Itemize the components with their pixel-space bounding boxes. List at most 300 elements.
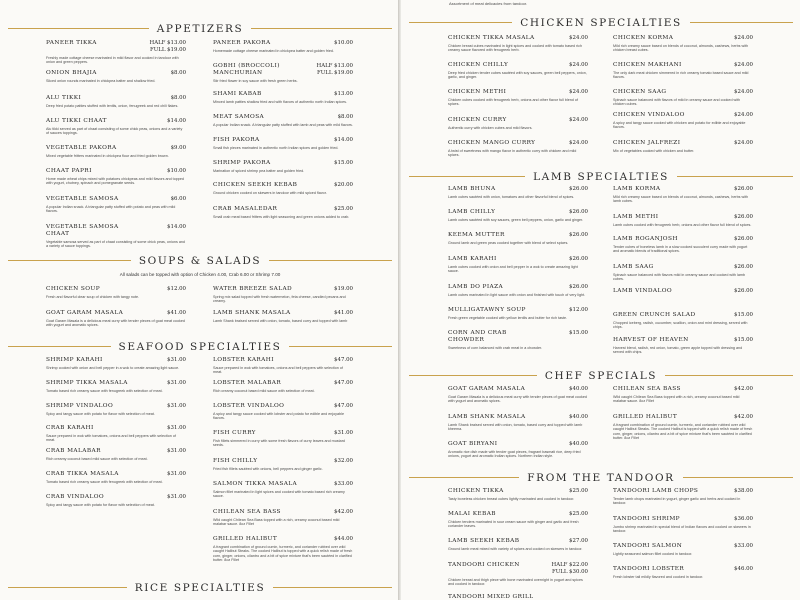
menu-item-price: $26.00 [569, 256, 588, 262]
menu-item-name: CHICKEN JALFREZI [613, 140, 681, 146]
menu-item-name: CHICKEN MANGO CURRY [448, 140, 536, 146]
menu-item-price: $24.00 [734, 140, 753, 146]
menu-item-price: $24.00 [569, 62, 588, 68]
menu-item-description: Spicy and tangy sauce with potato for flavor with selection of meat. [46, 502, 155, 507]
menu-item-row [448, 511, 588, 518]
menu-item-description: A fragrant combination of ground cumin, turmeric, and coriander rubbed over wild caught Halibut Steaks. The cooked Halibut is topped with a quick relish made of fresh corn, ginger, onions, cilantro and a bit of spice mixture that's been sautéed in clarified butter. 8oz Fillet [613, 422, 753, 441]
menu-item-tandoori-salmon [613, 543, 753, 556]
appetizers-header: APPETIZERS [0, 22, 400, 36]
menu-item-name: LAMB DO PIAZA [448, 284, 504, 290]
menu-item-description: Homemade cottage cheese marinated in chickpea batter and golden fried. [213, 48, 334, 53]
menu-item-alu-tikki [46, 95, 186, 108]
menu-item-description: Spring mix salad topped with fresh watermelon, feta cheese, candied pecans and creamy. [213, 294, 346, 304]
menu-item-row [448, 117, 588, 124]
menu-item-description: Goat Garam Masala is a delicious meat curry with tender pieces of goat meat cooked with yogurt and aromatic spices. [46, 318, 185, 328]
menu-item-price: $19.00 [334, 286, 353, 292]
menu-item-row [213, 481, 353, 488]
menu-item-price: $24.00 [734, 112, 753, 118]
menu-item-row [213, 137, 353, 144]
menu-item-row [213, 380, 353, 387]
menu-item-price: $24.00 [569, 35, 588, 41]
chef-header: CHEF SPECIALS [401, 369, 800, 383]
menu-item-price: $38.00 [734, 488, 753, 494]
menu-item-name: LAMB CHILLY [448, 209, 496, 215]
menu-item-name: CHICKEN TIKKA MASALA [448, 35, 535, 41]
menu-item-description: Chopped iceberg, radish, cucumber, scallion, onion and mint dressing, served with chips. [613, 320, 748, 330]
menu-item-price: $10.00 [167, 168, 186, 174]
menu-item-price: $40.00 [569, 386, 588, 392]
menu-item-name: CHICKEN SOUP [46, 286, 101, 292]
menu-item-row [613, 566, 753, 573]
menu-item-row [448, 594, 588, 600]
menu-item-crab-masaledar [213, 206, 353, 219]
menu-item-row [448, 538, 588, 545]
menu-item-description: Mix of vegetables cooked with chicken and butter. [613, 148, 695, 153]
menu-item-description: Shrimp cooked with onion and bell pepper in a wok to create amazing light sauce. [46, 365, 180, 370]
menu-item-price: $24.00 [734, 89, 753, 95]
menu-item-price: $47.00 [334, 357, 353, 363]
menu-item-row [448, 562, 588, 576]
menu-item-goat-biryani [448, 441, 588, 459]
menu-item-price: $12.00 [569, 307, 588, 313]
menu-item-row [448, 232, 588, 239]
menu-item-description: Tomato based rich creamy sauce with fenugreek with selection of meat. [46, 388, 163, 393]
menu-item-row [613, 236, 753, 243]
menu-item-tandoori-mixed-grill [448, 594, 588, 600]
menu-item-price: $31.00 [334, 430, 353, 436]
menu-item-description: Aromatic rice dish made with tender goat pieces, fragrant basmati rice, deep fried onions, yogurt and aromatic Indian spices. Northern Indian style. [448, 449, 581, 459]
menu-item-name: LAMB METHI [613, 214, 659, 220]
menu-item-description: Salmon fillet marinated in light spices and cooked with tomato based rich creamy sauce. [213, 489, 345, 499]
menu-item-chicken-jalfrezi [613, 140, 753, 153]
menu-item-row [46, 145, 186, 152]
menu-item-name: CRAB TIKKA MASALA [46, 471, 119, 477]
menu-item-name: FISH CHILLY [213, 458, 258, 464]
menu-item-description: Minced lamb patties shallow fried and with flavors of authentic north Indian spices. [213, 99, 348, 104]
menu-item-row [613, 488, 753, 495]
rice-header: RICE SPECIALTIES [0, 581, 400, 595]
menu-item-grilled-halibut [213, 536, 353, 563]
menu-item-price: $41.00 [334, 310, 353, 316]
menu-item-price: $8.00 [170, 95, 186, 101]
menu-item-goat-garam-masala [46, 310, 186, 328]
menu-item-description: Rich creamy coconut based mild sauce with selection of meat. [46, 456, 148, 461]
menu-item-description: Lamb cubes sautéed with onion, tomatoes and other flavorful blend of spices. [448, 194, 575, 199]
menu-item-price: $31.00 [167, 448, 186, 454]
menu-item-name: CHICKEN METHI [448, 89, 507, 95]
menu-item-name: ALU TIKKI [46, 95, 82, 101]
menu-item-shrimp-tikka-masala [46, 380, 186, 393]
menu-item-description: Sauce prepared in wok with tomatoes, onions and bell peppers with selection of meat. [213, 365, 343, 375]
menu-item-chicken-chilly [448, 62, 588, 80]
soups-note: All salads can be topped with option of Chicken 4.00, Crab 6.00 or Shrimp 7.00 [119, 272, 281, 277]
menu-item-price: $40.00 [569, 414, 588, 420]
menu-item-name: SHRIMP VINDALOO [46, 403, 114, 409]
lamb-header: LAMB SPECIALTIES [401, 170, 800, 184]
menu-item-lamb-vindaloo [613, 288, 753, 295]
menu-item-price: $13.00 [334, 91, 353, 97]
menu-item-row [613, 543, 753, 550]
menu-item-lamb-shank-masala [448, 414, 588, 432]
menu-item-row [213, 357, 353, 364]
menu-item-description: Jumbo shrimp marinated in special blend of Indian flavors and cooked on skewers in tandoor. [613, 524, 751, 534]
menu-item-row [448, 89, 588, 96]
menu-item-description: Chicken breast cubes marinated in light spices and cooked with tomato based rich creamy sauce flavored with fenugreek herb. [448, 43, 583, 53]
menu-item-price: $24.00 [569, 117, 588, 123]
menu-item-row [46, 95, 186, 102]
menu-item-shrimp-karahi [46, 357, 186, 370]
menu-item-description: A fragrant combination of ground cumin, turmeric, and coriander rubbed over wild caught Halibut Steaks. The cooked Halibut is topped with a quick relish made of fresh corn, ginger, onions, cilantro and a bit of spice mixture that's been sautéed in clarified butter. 8oz Fillet [213, 544, 353, 563]
menu-item-description: Fresh green vegetable cooked with yellow lentils and butter for rich taste. [448, 315, 568, 320]
menu-item-description: Alu tikki served as part of chaat consisting of some chick peas, onions and a variety of sauces toppings. [46, 126, 183, 136]
menu-item-malai-kebab [448, 511, 588, 529]
menu-item-price: $31.00 [167, 403, 186, 409]
menu-item-row [448, 35, 588, 42]
menu-item-row [448, 488, 588, 495]
menu-item-description: Fish fillets simmered in curry with some fresh flavors of curry leaves and mustard seeds. [213, 438, 345, 448]
menu-item-description: Mild rich creamy sauce based on blends of coconut, almonds, cashews, herbs with lamb cubes. [613, 194, 749, 204]
menu-item-row [213, 114, 353, 121]
menu-item-name: CRAB MASALEDAR [213, 206, 278, 212]
menu-item-row [213, 160, 353, 167]
menu-item-price: $44.00 [334, 536, 353, 542]
menu-item-name: MEAT SAMOSA [213, 114, 265, 120]
menu-item-name: TANDOORI MIXED GRILL [448, 594, 534, 600]
menu-item-name: GOBHI (BROCCOLI) MANCHURIAN [213, 63, 280, 76]
menu-item-name: LAMB SHANK MASALA [448, 414, 526, 420]
menu-item-name: VEGETABLE SAMOSA CHAAT [46, 224, 119, 237]
menu-item-description: Wild caught Chilean Sea Bass topped with a rich, creamy coconut based mild malabar sauce. 8oz Fillet [213, 517, 340, 527]
menu-item-description: Tender lamb chops marinated in yogurt, ginger garlic and herbs and cooked in tandoor. [613, 496, 741, 506]
menu-item-description: A popular Indian snack. A triangular patty stuffed with lamb and peas with mild flavors. [213, 122, 353, 127]
menu-item-name: CHILEAN SEA BASS [213, 509, 281, 515]
menu-item-name: GOAT GARAM MASALA [46, 310, 124, 316]
menu-item-name: GRILLED HALIBUT [613, 414, 678, 420]
menu-item-name: LAMB SEEKH KEBAB [448, 538, 520, 544]
menu-item-price: $25.00 [569, 488, 588, 494]
menu-item-description: Chicken cubes cooked with fenugreek herb, onions and other flavor full blend of spices. [448, 97, 578, 107]
menu-item-chicken-soup [46, 286, 186, 299]
menu-item-name: CHILEAN SEA BASS [613, 386, 681, 392]
soups-header: SOUPS & SALADS [0, 254, 400, 268]
menu-item-tandoori-shrimp [613, 516, 753, 534]
menu-item-description: Lamb cubes cooked with onion and bell pepper in a wok to create amazing light sauce. [448, 264, 578, 274]
menu-item-price: $42.00 [334, 509, 353, 515]
menu-item-name: ALU TIKKI CHAAT [46, 118, 107, 124]
menu-item-price: $26.00 [569, 232, 588, 238]
menu-item-name: CRAB KARAHI [46, 425, 94, 431]
menu-item-name: SHRIMP PAKORA [213, 160, 271, 166]
menu-item-name: LAMB BHUNA [448, 186, 496, 192]
menu-item-name: LAMB KORMA [613, 186, 661, 192]
menu-item-shami-kabab [213, 91, 353, 104]
menu-item-row [46, 471, 186, 478]
menu-item-row [613, 264, 753, 271]
menu-item-goat-garam-masala [448, 386, 588, 404]
menu-item-description: The only dark meat chicken simmered in rich creamy tomato based sauce and mild flavors. [613, 70, 749, 80]
menu-item-tandoori-chicken [448, 562, 588, 587]
menu-item-row [613, 337, 753, 344]
menu-item-row [46, 196, 186, 203]
menu-item-crab-vindaloo [46, 494, 186, 507]
menu-item-chicken-tikka [448, 488, 588, 501]
menu-item-description: Small fish pieces marinated in authentic north Indian spices and golden fried. [213, 145, 339, 150]
menu-item-name: SHAMI KABAB [213, 91, 262, 97]
menu-item-description: Small crab meat based fritters with light seasoning and green onions added to crab. [213, 214, 350, 219]
menu-item-description: Mild rich creamy sauce based on blends of coconut, almonds, cashews, herbs with chicken breast cubes. [613, 43, 749, 53]
menu-item-name: CHICKEN VINDALOO [613, 112, 685, 118]
menu-item-price: $14.00 [334, 137, 353, 143]
menu-item-price: $15.00 [734, 312, 753, 318]
menu-item-row [613, 214, 753, 221]
menu-item-lamb-saag [613, 264, 753, 282]
menu-item-name: CHICKEN KORMA [613, 35, 674, 41]
menu-item-row [613, 89, 753, 96]
menu-item-lamb-seekh-kebab [448, 538, 588, 551]
menu-item-price: HALF $13.00 FULL $19.00 [316, 63, 353, 76]
menu-item-name: SHRIMP TIKKA MASALA [46, 380, 128, 386]
menu-item-onion-bhajia [46, 70, 186, 83]
menu-item-row [213, 91, 353, 98]
menu-item-name: VEGETABLE SAMOSA [46, 196, 119, 202]
menu-item-description: Chicken breast and thigh piece with bone marinated overnight in yogurt and spices and cooked in tandoor. [448, 577, 583, 587]
menu-item-chicken-saag [613, 89, 753, 107]
menu-item-name: VEGETABLE PAKORA [46, 145, 117, 151]
menu-item-description: Sliced onion rounds marinated in chickpea batter and shallow fried. [46, 78, 156, 83]
menu-item-lobster-malabar [213, 380, 353, 393]
menu-item-row [448, 62, 588, 69]
menu-item-description: Freshly made cottage cheese marinated in mild flavor and cooked in tandoor with onion and green peppers. [46, 55, 179, 65]
menu-item-alu-tikki-chaat [46, 118, 186, 136]
menu-item-description: Deep fried chicken tender cubes sautéed with soy sauces, green bell peppers, onion, garlic, and ginger. [448, 70, 587, 80]
menu-item-row [448, 330, 588, 344]
menu-item-name: LAMB KARAHI [448, 256, 497, 262]
menu-item-vegetable-samosa-chaat [46, 224, 186, 249]
menu-item-name: CORN AND CRAB CHOWDER [448, 330, 507, 343]
menu-item-keema-mutter [448, 232, 588, 245]
menu-item-row [448, 256, 588, 263]
menu-item-lamb-chilly [448, 209, 588, 222]
menu-item-row [46, 168, 186, 175]
menu-item-price: $20.00 [334, 182, 353, 188]
menu-item-name: TANDOORI SHRIMP [613, 516, 680, 522]
menu-item-paneer-tikka [46, 40, 186, 65]
menu-item-chaat-papri [46, 168, 186, 186]
menu-item-row [448, 209, 588, 216]
menu-item-price: $47.00 [334, 403, 353, 409]
menu-item-price: $42.00 [734, 414, 753, 420]
menu-item-description: Spinach sauce balanced with flavors mild in creamy sauce and cooked with lamb cubes. [613, 272, 745, 282]
menu-item-row [613, 516, 753, 523]
menu-item-name: LAMB VINDALOO [613, 288, 673, 294]
menu-item-name: LAMB SAAG [613, 264, 654, 270]
menu-item-row [613, 186, 753, 193]
menu-item-row [213, 182, 353, 189]
menu-item-price: $9.00 [170, 145, 186, 151]
menu-item-price: $26.00 [734, 186, 753, 192]
menu-item-price: $24.00 [734, 62, 753, 68]
menu-item-name: PANEER TIKKA [46, 40, 97, 46]
menu-item-price: $26.00 [734, 288, 753, 294]
menu-item-name: CHICKEN CHILLY [448, 62, 509, 68]
menu-item-price: HALF $22.00 FULL $30.00 [551, 562, 588, 575]
menu-item-price: $36.00 [734, 516, 753, 522]
menu-item-row [448, 284, 588, 291]
menu-item-price: $26.00 [569, 209, 588, 215]
menu-item-vegetable-samosa [46, 196, 186, 214]
menu-item-description: Mixed vegetable fritters marinated in chickpea flour and fried golden brown. [46, 153, 169, 158]
menu-item-price: $15.00 [569, 330, 588, 336]
menu-item-chicken-mango-curry [448, 140, 588, 158]
menu-item-row [46, 70, 186, 77]
menu-item-crab-karahi [46, 425, 186, 443]
menu-item-description: Lamb cubes sautéed with soy sauces, green bell peppers, onion, garlic and ginger. [448, 217, 584, 222]
menu-item-row [448, 307, 588, 314]
menu-item-name: LOBSTER MALABAR [213, 380, 282, 386]
menu-item-name: CHICKEN SAAG [613, 89, 667, 95]
menu-item-description: Home made wheat chips mixed with potatoes chickpeas and mild flavors and topped with yogurt, chutney, spinach and pomegranate seeds. [46, 176, 184, 186]
menu-item-description: Lamb Shank braised served with onion, tomato, based curry and topped with lamb [213, 318, 348, 323]
menu-item-lamb-methi [613, 214, 753, 227]
menu-item-chicken-methi [448, 89, 588, 107]
menu-page-right [401, 0, 800, 600]
menu-item-price: $24.00 [734, 35, 753, 41]
menu-item-chicken-korma [613, 35, 753, 53]
menu-item-description: A spicy and tangy sauce cooked with chicken and potato for edible and enjoyable flavors. [613, 120, 746, 130]
menu-item-description: A popular Indian snack. A triangular patty stuffed with potato and peas with mild flavors. [46, 204, 176, 214]
menu-item-lobster-karahi [213, 357, 353, 375]
menu-item-grilled-halibut [613, 414, 753, 441]
menu-item-name: ONION BHAJIA [46, 70, 97, 76]
menu-item-row [613, 288, 753, 295]
menu-item-paneer-pakora [213, 40, 353, 53]
menu-item-name: TANDOORI LAMB CHOPS [613, 488, 699, 494]
menu-item-name: CHICKEN SEEKH KEBAB [213, 182, 298, 188]
tandoor-top-note: Assortment of meat delicacies from tandoor. [449, 1, 528, 6]
menu-item-price: $6.00 [170, 196, 186, 202]
menu-item-lamb-karahi [448, 256, 588, 274]
menu-item-description: Ground lamb meat mixed with variety of spices and cooked on skewers in tandoor. [448, 546, 583, 551]
menu-item-lobster-vindaloo [213, 403, 353, 421]
menu-item-name: CHICKEN TIKKA [448, 488, 504, 494]
menu-item-row [213, 403, 353, 410]
menu-item-description: Sauce prepared in wok with tomatoes, onions and bell peppers with selection of meat. [46, 433, 176, 443]
menu-item-chicken-makhani [613, 62, 753, 80]
menu-item-price: $26.00 [734, 264, 753, 270]
menu-item-row [46, 494, 186, 501]
menu-item-name: GOAT BIRYANI [448, 441, 498, 447]
menu-item-lamb-roganjosh [613, 236, 753, 254]
menu-item-row [46, 118, 186, 125]
menu-item-description: Tender cubes of boneless lamb in a slow cooked succulent curry made with yogurt and aromatic blends of traditional spices. [613, 244, 748, 254]
menu-item-price: $31.00 [167, 494, 186, 500]
menu-item-price: $26.00 [734, 236, 753, 242]
menu-item-crab-tikka-masala [46, 471, 186, 484]
menu-item-name: LAMB SHANK MASALA [213, 310, 291, 316]
menu-item-row [613, 140, 753, 147]
menu-item-name: KEEMA MUTTER [448, 232, 505, 238]
menu-item-price: $24.00 [569, 140, 588, 146]
menu-item-chicken-vindaloo [613, 112, 753, 130]
menu-item-chilean-sea-bass [213, 509, 353, 527]
menu-item-price: $26.00 [569, 186, 588, 192]
menu-item-price: $42.00 [734, 386, 753, 392]
menu-item-shrimp-pakora [213, 160, 353, 173]
menu-item-price: $8.00 [337, 114, 353, 120]
menu-item-chicken-curry [448, 117, 588, 130]
menu-item-row [613, 62, 753, 69]
menu-item-price: $15.00 [734, 337, 753, 343]
menu-item-price: HALF $13.00 FULL $19.00 [149, 40, 186, 53]
menu-item-row [448, 386, 588, 393]
menu-item-salmon-tikka-masala [213, 481, 353, 499]
menu-item-description: Fresh lobster tail mildly flavored and cooked in tandoor. [613, 574, 704, 579]
menu-item-row [46, 224, 186, 238]
menu-item-price: $27.00 [569, 538, 588, 544]
menu-item-description: Chicken tenders marinated in sour cream sauce with ginger and garlic and fresh coriander leaves. [448, 519, 579, 529]
menu-item-row [213, 40, 353, 47]
menu-item-name: HARVEST OF HEAVEN [613, 337, 689, 343]
menu-item-shrimp-vindaloo [46, 403, 186, 416]
menu-item-price: $31.00 [167, 380, 186, 386]
menu-item-description: Lamb cubes cooked with fenugreek herb, onions and other flavor full blend of spices. [613, 222, 752, 227]
menu-item-name: LOBSTER KARAHI [213, 357, 274, 363]
menu-item-name: SALMON TIKKA MASALA [213, 481, 298, 487]
menu-item-crab-malabar [46, 448, 186, 461]
menu-item-row [213, 206, 353, 213]
menu-item-description: Tomato based rich creamy sauce with fenugreek with selection of meat. [46, 479, 163, 484]
tandoor-header: FROM THE TANDOOR [401, 471, 800, 485]
seafood-header: SEAFOOD SPECIALTIES [0, 340, 400, 354]
menu-item-price: $47.00 [334, 380, 353, 386]
menu-item-price: $8.00 [170, 70, 186, 76]
menu-item-vegetable-pakora [46, 145, 186, 158]
menu-item-row [213, 310, 353, 317]
menu-item-fish-pakora [213, 137, 353, 150]
menu-item-description: Deep fried potato patties stuffed with lentils, onion, fenugreek and red chili flakes. [46, 103, 179, 108]
menu-item-name: LOBSTER VINDALOO [213, 403, 285, 409]
menu-item-price: $31.00 [167, 471, 186, 477]
menu-item-lamb-korma [613, 186, 753, 204]
menu-item-description: Spicy and tangy sauce with potato for flavor with selection of meat. [46, 411, 155, 416]
menu-item-price: $26.00 [734, 214, 753, 220]
menu-item-name: WATER BREEZE SALAD [213, 286, 293, 292]
menu-item-description: Marination of spiced shrimp pea batter and golden fried. [213, 168, 305, 173]
menu-item-description: Sweetness of corn balanced with crab meat in a chowder. [448, 345, 543, 350]
menu-item-corn-and-crab-chowder [448, 330, 588, 350]
menu-item-chicken-seekh-kebab [213, 182, 353, 195]
menu-item-row [46, 448, 186, 455]
menu-item-price: $40.00 [569, 441, 588, 447]
menu-item-row [213, 430, 353, 437]
menu-item-description: Tasty boneless chicken breast cubes lightly marinated and cooked in tandoor. [448, 496, 575, 501]
menu-item-description: A spicy and tangy sauce cooked with lobster and potato for edible and enjoyable flavors. [213, 411, 344, 421]
menu-item-name: CHICKEN CURRY [448, 117, 507, 123]
menu-item-price: $32.00 [334, 458, 353, 464]
menu-item-row [613, 35, 753, 42]
menu-item-description: Lamb cubes marinated in light sauce with onion and finished with touch of very light. [448, 292, 586, 297]
menu-item-tandoori-lamb-chops [613, 488, 753, 506]
menu-item-name: MULLIGATAWNY SOUP [448, 307, 526, 313]
menu-item-description: Wild caught Chilean Sea Bass topped with a rich, creamy coconut based mild malabar sauce. 8oz Fillet [613, 394, 740, 404]
menu-item-row [448, 441, 588, 448]
menu-item-gobhi-broccoli-manchurian [213, 63, 353, 83]
menu-item-row [448, 186, 588, 193]
menu-item-row [46, 380, 186, 387]
menu-item-row [213, 536, 353, 543]
menu-item-chicken-tikka-masala [448, 35, 588, 53]
menu-item-price: $15.00 [334, 160, 353, 166]
